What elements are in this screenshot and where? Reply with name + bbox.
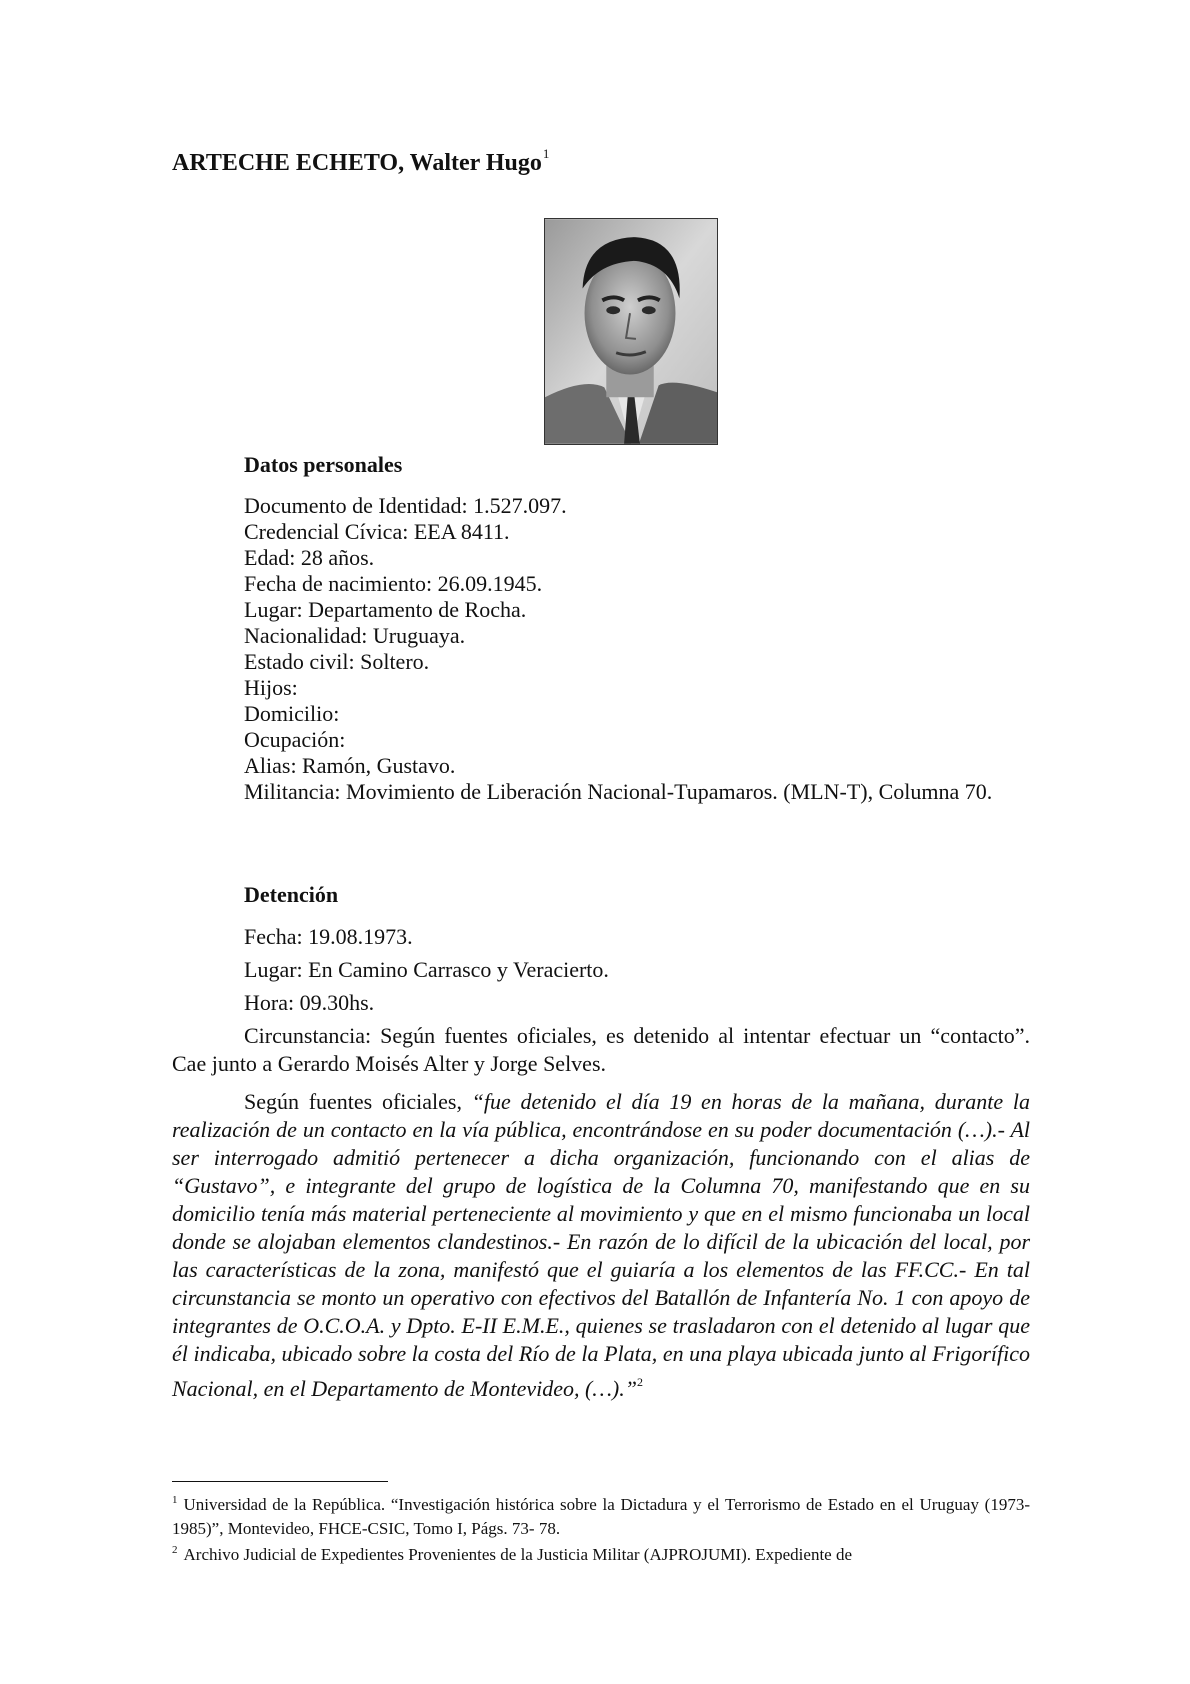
footnote-2-text: Archivo Judicial de Expedientes Provenientes de la Justicia Militar (AJPROJUMI). Expediente de	[183, 1545, 853, 1564]
section-heading-datos: Datos personales	[244, 452, 403, 477]
field-circunstancia: Circunstancia: Según fuentes oficiales, es detenido al intentar efectuar un “contacto”. Cae junto a Gerardo Moisés Alter y Jorge Selves.	[172, 1023, 1030, 1076]
field-nacimiento: Fecha de nacimiento: 26.09.1945.	[244, 571, 543, 596]
quote-intro: Según fuentes oficiales,	[244, 1089, 472, 1114]
footnote-divider	[172, 1481, 388, 1482]
field-fecha: Fecha: 19.08.1973.	[244, 924, 413, 949]
field-edad: Edad: 28 años.	[244, 545, 375, 570]
field-credencial: Credencial Cívica: EEA 8411.	[244, 519, 510, 544]
field-ocupacion: Ocupación:	[244, 727, 346, 752]
field-domicilio: Domicilio:	[244, 701, 340, 726]
footnote-2	[172, 1538, 1030, 1567]
footnote-ref-2[interactable]: 2	[636, 1375, 643, 1389]
quote-paragraph	[172, 1088, 1030, 1403]
portrait-photo-icon	[545, 219, 717, 444]
footnote-1	[172, 1488, 1030, 1541]
field-nacionalidad: Nacionalidad: Uruguaya.	[244, 623, 466, 648]
quote-text: “fue detenido el día 19 en horas de la mañana, durante la realización de un contacto en la vía pública, encontrándose en su poder documentación (…).- Al ser interrogado admitió pertenecer a dicha organización, funcionando con el alias de “Gustavo”, e integrante del grupo de logística de la Columna 70, manifestando que en su domicilio tenía más material perteneciente al movimiento y que en el mismo funcionaba un local donde se alojaban elementos clandestinos.- En razón de lo difícil de la ubicación del local, por las características de la zona, manifestó que el guiaría a los elementos de las FF.CC.- En tal circunstancia se monto un operativo con efectivos del Batallón de Infantería No. 1 con apoyo de integrantes de O.C.O.A. y Dpto. E-II E.M.E., quienes se trasladaron con el detenido al lugar que él indicaba, ubicado sobre la costa del Río de la Plata, en una playa ubicada junto al Frigorífico Nacional, en el Departamento de Montevideo, (…).”	[172, 1089, 1030, 1401]
field-lugar-detencion: Lugar: En Camino Carrasco y Veracierto.	[244, 957, 609, 982]
person-name: ARTECHE ECHETO, Walter Hugo	[172, 150, 542, 176]
footnote-1-number: 1	[172, 1494, 178, 1506]
field-alias: Alias: Ramón, Gustavo.	[244, 753, 456, 778]
field-militancia: Militancia: Movimiento de Liberación Nacional-Tupamaros. (MLN-T), Columna 70.	[244, 779, 993, 804]
footnote-1-text: Universidad de la República. “Investigación histórica sobre la Dictadura y el Terrorismo de Estado en el Uruguay (1973-1985)”, Montevideo, FHCE-CSIC, Tomo I, Págs. 73- 78.	[172, 1495, 1030, 1538]
footnote-2-number: 2	[172, 1544, 178, 1556]
footnote-ref-1[interactable]: 1	[542, 146, 550, 161]
portrait-photo	[544, 218, 718, 445]
field-estado-civil: Estado civil: Soltero.	[244, 649, 430, 674]
section-heading-detencion: Detención	[244, 882, 339, 907]
field-lugar: Lugar: Departamento de Rocha.	[244, 597, 527, 622]
field-hijos: Hijos:	[244, 675, 298, 700]
field-documento: Documento de Identidad: 1.527.097.	[244, 493, 567, 518]
page-title	[172, 146, 549, 177]
field-hora: Hora: 09.30hs.	[244, 990, 375, 1015]
